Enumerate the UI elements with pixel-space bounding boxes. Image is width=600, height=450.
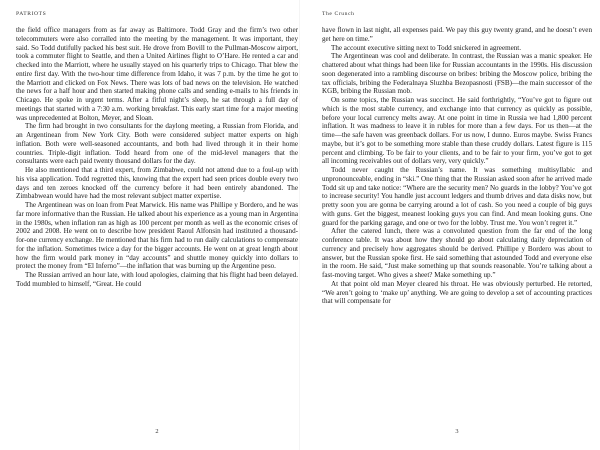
running-head: The Crunch — [322, 11, 355, 17]
paragraph: have flown in last night, all expenses paid. We pay this guy twenty grand, and he doesn’t even get here on time.” — [322, 26, 592, 43]
page-number: 2 — [155, 428, 159, 435]
left-page — [16, 0, 298, 450]
paragraph: The firm had brought in two consultants for the daylong meeting, a Russian from Florida, and an Argentinean from New York City. Both were considered subject matter experts on high inflation. Both were well-seasoned accountants, and both had lived through it in their home countries. Triple-digit inflation. Todd heard from one of the mid-level managers that the consultants were each paid twenty thousand dollars for the day. — [16, 122, 298, 166]
body-text — [16, 26, 298, 289]
paragraph: The account executive sitting next to Todd snickered in agreement. — [331, 43, 522, 52]
paragraph: After the catered lunch, there was a convoluted question from the far end of the long conference table. It was about how they should go about calculating daily depreciation of currency and precisely how aggregates should be derived. Phillipe y Bordero was about to answer, but the Russian spoke first. He said something that astounded Todd and everyone else in the room. He said, “Just make something up that sounds reasonable. You’re talking about a fast-moving target. Who gives a sheet? Make something up.” — [322, 227, 592, 279]
paragraph: He also mentioned that a third expert, from Zimbabwe, could not attend due to a foul-up with his visa application. Todd regretted this, knowing that the expert had seen prices double every two days and ten zeroes knocked off the currency before it had been entirely abandoned. The Zimbabwean would have had the most relevant subject matter expertise. — [16, 166, 298, 201]
body-text — [322, 26, 592, 306]
paragraph: At that point old man Meyer cleared his throat. He was obviously perturbed. He retorted, “We aren’t going to ‘make up’ anything. We are going to develop a set of accounting practices that will compensate for — [322, 279, 592, 306]
paragraph: the field office managers from as far away as Baltimore. Todd Gray and the firm’s two other telecommuters were also corralled into the meeting by the management. It was important, they said. So Todd dutifully packed his best suit. He drove from Bovill to the Pullman-Moscow airport, took a commuter flight to Seattle, and then a United Airlines flight to O’Hare. He rented a car and checked into the Marriott, where he usually stayed on his quarterly trips to Chicago. That blew the entire first day. With the two-hour time difference from Idaho, it was 7 p.m. by the time he got to the Marriott and clicked on Fox News. There was lots of bad news on the television. He watched the news for a half hour and then started making phone calls and sending e-mails to his friends in Chicago. He spoke in urgent terms. After a fitful night’s sleep, he sat through a full day of meetings that started with a 7:30 a.m. working breakfast. This early start time for a major meeting was unprecedented at Bolton, Meyer, and Sloan. — [16, 26, 298, 122]
paragraph: On some topics, the Russian was succinct. He said forthrightly, “You’ve got to figure out which is the most stable currency, and exchange into that currency as quickly as possible, before your local currency melts away. At one point in time in Russia we had 1,800 percent inflation. It was madness to leave it in rubles for more than a few days. For us then—at the time—the safe haven was greenback dollars. For us now, I dunno. Euros maybe. Swiss Francs maybe, but it’s got to be something more stable than these cruddy dollars. Latest figure is 115 percent and climbing. To be fair to your clients, and to be fair to your firm, you’ve got to get all incoming receivables out of dollars very, very quickly.” — [322, 96, 592, 166]
running-head: PATRIOTS — [16, 11, 47, 17]
right-page — [322, 0, 592, 450]
paragraph: The Argentinean was on loan from Peat Marwick. His name was Phillipe y Bordero, and he was far more informative than the Russian. He talked about his experience as a young man in Argentina in the 1980s, when inflation ran as high as 100 percent per month as well as the economic crises of 2002 and 2008. He went on to describe how president Raoul Alfonsin had instituted a thousand-for-one currency exchange. He mentioned that his firm had to run daily calculations to compensate for the inflation. Sometimes twice a day for the bigger accounts. He went on at great length about how the firm would park money in “day accounts” and shuttle money quickly into dollars to protect the money from “El Inferno”—the inflation that was burning up the Argentine peso. — [16, 201, 298, 271]
paragraph: Todd never caught the Russian’s name. It was something multisyllabic and unpronounceable, ending in “ski.” One thing that the Russian asked soon after he arrived made Todd sit up and take notice: “Where are the security men? No guards in the lobby? You’ve got to increase security! You handle just account ledgers and thumb drives and data disks now, but pretty soon you are gonna be carrying around a lot of cash. So you need a couple of big guys with guns. Get the biggest, meanest looking guys you can find. And mean looking guns. One guard for the parking garage, and one or two for the lobby. Trust me. You won’t regret it.” — [322, 166, 592, 227]
gutter-divider — [299, 0, 300, 450]
page-number: 3 — [455, 428, 459, 435]
paragraph: The Russian arrived an hour late, with loud apologies, claiming that his flight had been delayed. Todd mumbled to himself, “Great. He could — [16, 271, 298, 288]
paragraph: The Argentinean was cool and deliberate. In contrast, the Russian was a manic speaker. He chattered about what things had been like for Russian accountants in the 1990s. His discussion soon degenerated into a rambling discourse on bribes: bribing the Moscow police, bribing the tax officials, bribing the Federalnaya Sluzhba Bezopasnosti (FSB)—the main successor of the KGB, bribing the Russian mob. — [322, 52, 592, 96]
